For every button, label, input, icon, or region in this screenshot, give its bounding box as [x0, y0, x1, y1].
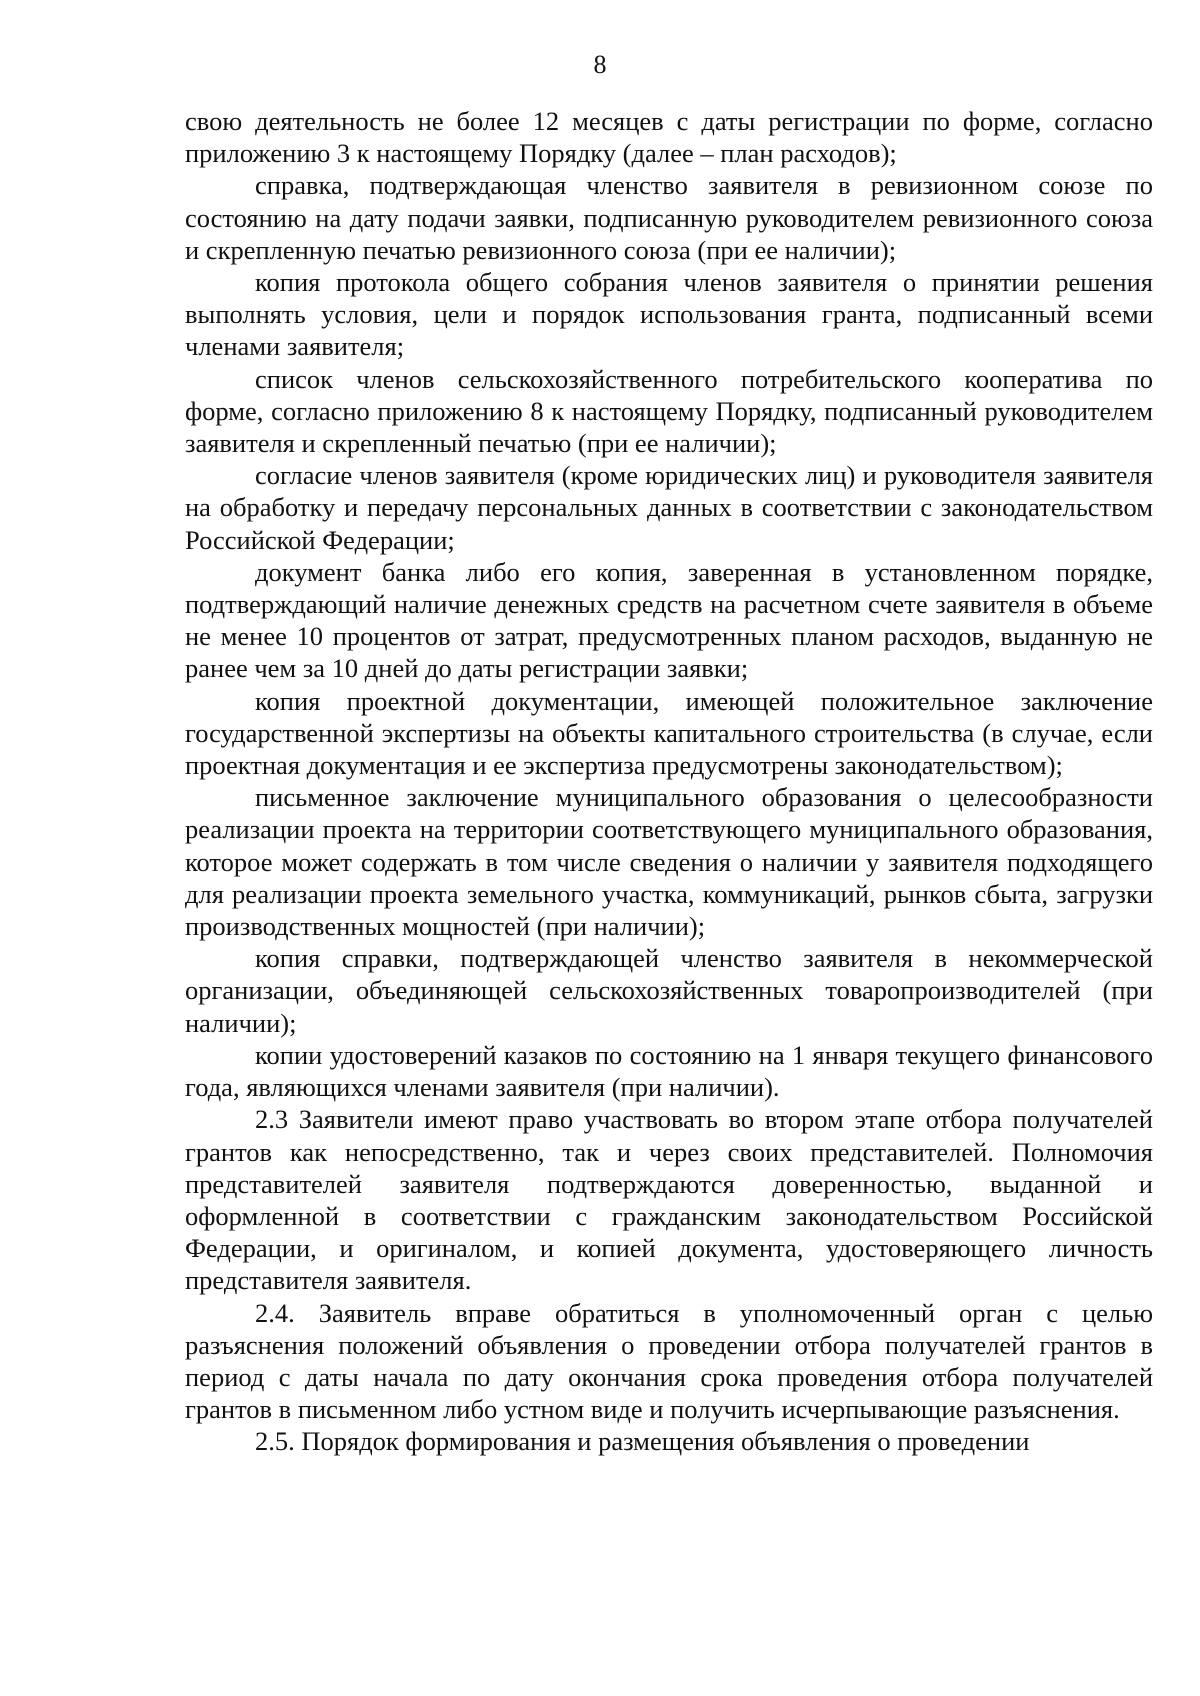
paragraph-general-meeting-protocol: копия протокола общего собрания членов заявителя о принятии решения выполнять условия, цели и порядок использования гранта, подписанный всеми членами заявителя;	[185, 267, 1153, 362]
paragraph-section-2-3: 2.3 Заявители имеют право участвовать во втором этапе отбора получателей грантов как непосредственно, так и через своих представителей. Полномочия представителей заявителя подтверждаются доверенностью, выданной и оформленной в соответствии с гражданским законодательством Российской Федерации, и оригиналом, и копией документа, удостоверяющего личность представителя заявителя.	[185, 1104, 1153, 1296]
document-body	[185, 105, 1153, 1458]
paragraph-revision-union-certificate: справка, подтверждающая членство заявителя в ревизионном союзе по состоянию на дату подачи заявки, подписанную руководителем ревизионного союза и скрепленную печатью ревизионного союза (при ее наличии);	[185, 170, 1153, 265]
paragraph-project-documentation: копия проектной документации, имеющей положительное заключение государственной экспертизы на объекты капитального строительства (в случае, если проектная документация и ее экспертиза предусмотрены законодательством);	[185, 685, 1153, 781]
paragraph-nonprofit-membership: копия справки, подтверждающей членство заявителя в некоммерческой организации, объединяющей сельскохозяйственных товаропроизводителей (при наличии);	[185, 943, 1153, 1038]
paragraph-section-2-4: 2.4. Заявитель вправе обратиться в уполномоченный орган с целью разъяснения положений объявления о проведении отбора получателей грантов в период с даты начала по дату окончания срока проведения отбора получателей грантов в письменном либо устном виде и получить исчерпывающие разъяснения.	[185, 1297, 1153, 1425]
page-number: 8	[593, 50, 607, 79]
paragraph-municipal-conclusion: письменное заключение муниципального образования о целесообразности реализации проекта на территории соответствующего муниципального образования, которое может содержать в том числе сведения о наличии у заявителя подходящего для реализации проекта земельного участка, коммуникаций, рынков сбыта, загрузки производственных мощностей (при наличии);	[185, 782, 1153, 942]
paragraph-cooperative-members-list: список членов сельскохозяйственного потребительского кооператива по форме, согласно приложению 8 к настоящему Порядку, подписанный руководителем заявителя и скрепленный печатью (при ее наличии);	[185, 363, 1153, 459]
paragraph-bank-document: документ банка либо его копия, заверенная в установленном порядке, подтверждающий наличие денежных средств на расчетном счете заявителя в объеме не менее 10 процентов от затрат, предусмотренных планом расходов, выданную не ранее чем за 10 дней до даты регистрации заявки;	[185, 556, 1153, 684]
paragraph-continuation: свою деятельность не более 12 месяцев с даты регистрации по форме, согласно приложению 3 к настоящему Порядку (далее – план расходов);	[185, 106, 1153, 169]
paragraph-section-2-5: 2.5. Порядок формирования и размещения объявления о проведении	[255, 1426, 1030, 1457]
paragraph-personal-data-consent: согласие членов заявителя (кроме юридических лиц) и руководителя заявителя на обработку и передачу персональных данных в соответствии с законодательством Российской Федерации;	[185, 460, 1153, 555]
paragraph-cossack-certificates: копии удостоверений казаков по состоянию на 1 января текущего финансового года, являющихся членами заявителя (при наличии).	[185, 1039, 1153, 1103]
